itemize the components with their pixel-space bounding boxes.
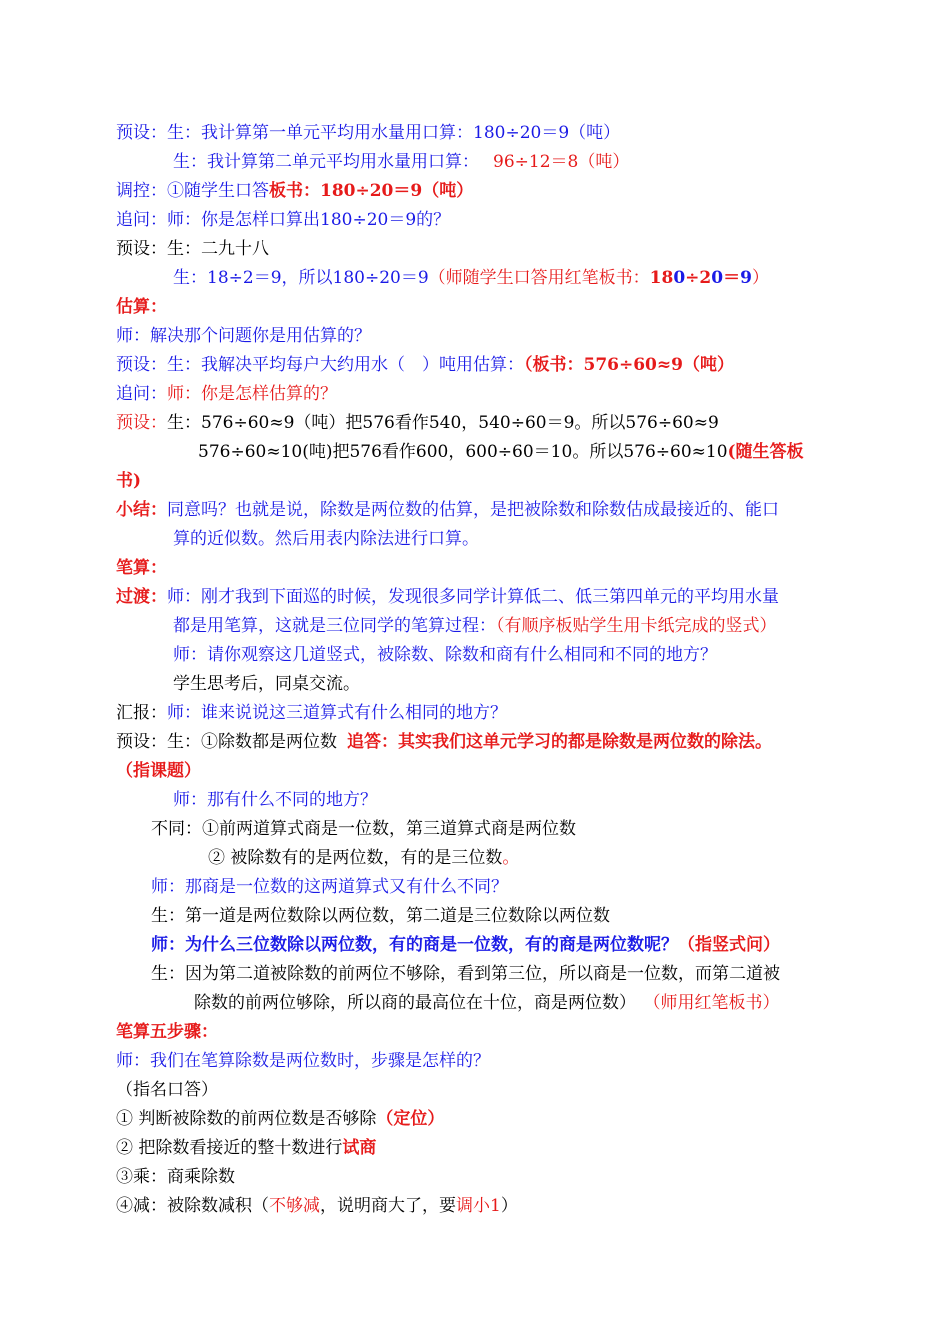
line-24: 师：那有什么不同的地方？ <box>173 790 377 810</box>
line-25: 不同：①前两道算式商是一位数，第三道算式商是两位数 <box>151 819 576 839</box>
section-heading-estimate: 估算： <box>116 297 167 317</box>
line-09: 预设：生：我解决平均每户大约用水（ ）吨用估算：（板书：576÷60≈9（吨） <box>116 355 734 375</box>
line-20: 学生思考后，同桌交流。 <box>173 674 360 694</box>
line-29: 师：为什么三位数除以两位数，有的商是一位数，有的商是两位数呢？（指竖式问） <box>151 935 780 955</box>
line-10: 追问：师：你是怎样估算的？ <box>116 384 337 404</box>
line-02: 生：我计算第二单元平均用水量用口算： 96÷12＝8（吨） <box>173 152 630 172</box>
line-03: 调控：①随学生口答板书：180÷20＝9（吨） <box>116 181 474 201</box>
line-17: 过渡：师：刚才我到下面巡的时候，发现很多同学计算低二、低三第四单元的平均用水量 <box>116 587 779 607</box>
line-05: 预设：生：二九十八 <box>116 239 269 259</box>
line-22: 预设：生：①除数都是两位数 追答：其实我们这单元学习的都是除数是两位数的除法。 <box>116 732 772 752</box>
line-35: ① 判断被除数的前两位数是否够除（定位） <box>116 1109 445 1129</box>
line-04: 追问：师：你是怎样口算出180÷20＝9的？ <box>116 210 451 230</box>
line-33: 师：我们在笔算除数是两位数时，步骤是怎样的？ <box>116 1051 490 1071</box>
line-08: 师：解决那个问题你是用估算的？ <box>116 326 371 346</box>
line-18: 都是用笔算，这就是三位同学的笔算过程：（有顺序板贴学生用卡纸完成的竖式） <box>173 616 777 636</box>
line-13: 书) <box>116 471 142 491</box>
line-26: ② 被除数有的是两位数，有的是三位数。 <box>208 848 520 868</box>
line-11: 预设：生：576÷60≈9（吨）把576看作540，540÷60＝9。所以576÷60≈9 <box>116 413 719 433</box>
line-28: 生：第一道是两位数除以两位数，第二道是三位数除以两位数 <box>151 906 610 926</box>
section-heading-written: 笔算： <box>116 558 167 578</box>
line-19: 师：请你观察这几道竖式，被除数、除数和商有什么相同和不同的地方？ <box>173 645 717 665</box>
line-12: 576÷60≈10(吨)把576看作600，600÷60＝10。所以576÷60≈10(随生答板 <box>198 442 804 462</box>
line-37: ③乘：商乘除数 <box>116 1167 235 1187</box>
line-27: 师：那商是一位数的这两道算式又有什么不同？ <box>151 877 508 897</box>
line-36: ② 把除数看接近的整十数进行试商 <box>116 1138 377 1158</box>
line-21: 汇报：师：谁来说说这三道算式有什么相同的地方？ <box>116 703 507 723</box>
line-30: 生：因为第二道被除数的前两位不够除，看到第三位，所以商是一位数，而第二道被 <box>151 964 780 984</box>
line-23: （指课题） <box>116 761 201 781</box>
line-31: 除数的前两位够除，所以商的最高位在十位，商是两位数） （师用红笔板书） <box>194 993 780 1013</box>
line-34: （指名口答） <box>116 1080 218 1100</box>
section-heading-five-steps: 笔算五步骤： <box>116 1022 218 1042</box>
line-01: 预设：生：我计算第一单元平均用水量用口算：180÷20＝9（吨） <box>116 123 621 143</box>
line-15: 算的近似数。然后用表内除法进行口算。 <box>173 529 479 549</box>
line-14: 小结：同意吗？也就是说，除数是两位数的估算，是把被除数和除数估成最接近的、能口 <box>116 500 779 520</box>
line-38: ④减：被除数减积（不够减，说明商大了，要调小1） <box>116 1196 518 1216</box>
line-06: 生：18÷2＝9，所以180÷20＝9（师随学生口答用红笔板书：180÷20＝9） <box>173 268 769 288</box>
